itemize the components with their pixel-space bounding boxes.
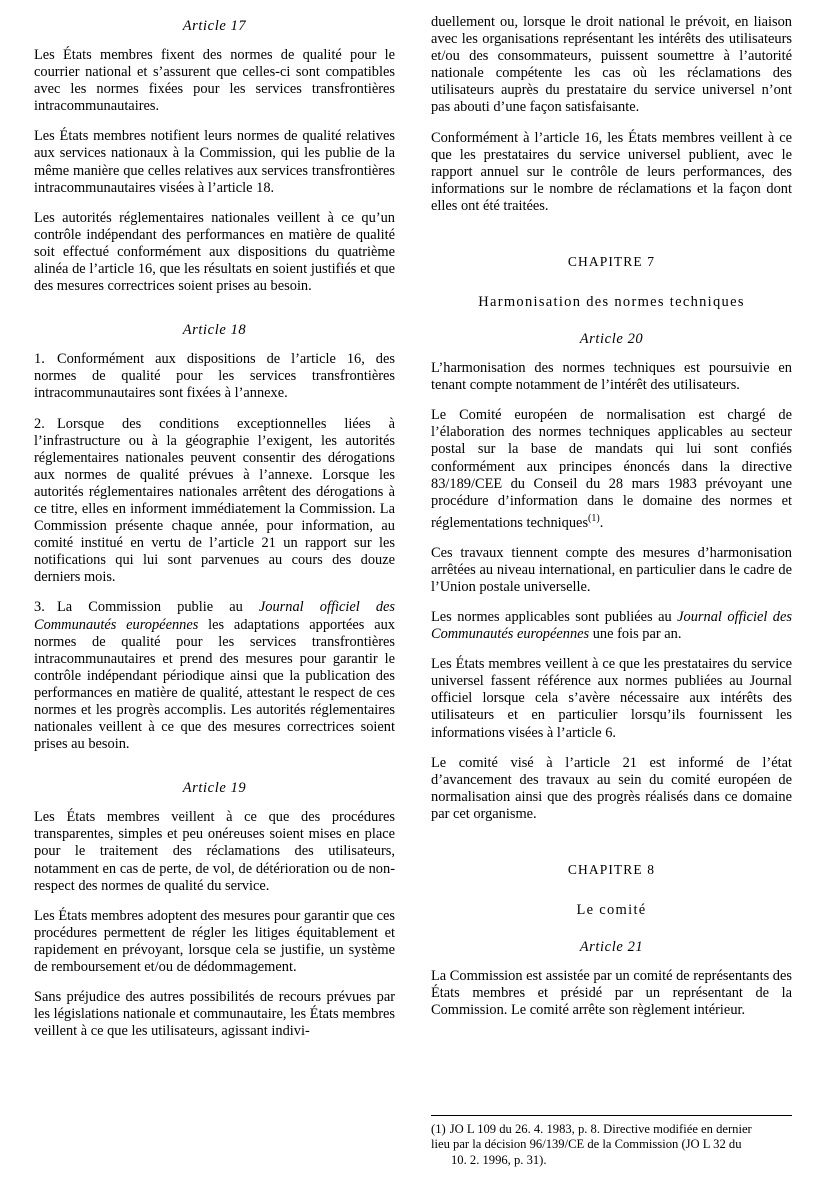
paragraph-text-after: . (599, 514, 604, 531)
paragraph: L’harmonisation des normes techniques est poursuivie en tenant compte notamment de l’intérêt des utilisateurs. (431, 360, 792, 394)
paragraph-text: Le Comité européen de normalisation est chargé de l’élaboration des normes techniques applicables au secteur postal sur la base de mandats qui lui sont confiés conformément aux principes énoncés dans la directive 83/189/CEE du Conseil du 28 mars 1983 prévoyant une procédure d’information dans le domaine des normes et réglementations techniques (431, 407, 792, 531)
paragraph-text: Conformément aux dispositions de l’article 16, des normes de qualité pour les services transfrontières intracommunautaires sont fixées à l’annexe. (34, 351, 395, 402)
paragraph: Les États membres fixent des normes de qualité pour le courrier national et s’assurent que celles-ci sont compatibles avec les normes fixées pour les services transfrontières intracommunautaires. (34, 47, 395, 115)
paragraph-italic-reference (431, 609, 792, 643)
right-column (431, 14, 792, 1168)
paragraph-with-footnote (431, 407, 792, 531)
paragraph: La Commission est assistée par un comité de représentants des États membres et présidé par un représentant de la Commission. Le comité arrête son règlement intérieur. (431, 967, 792, 1019)
footnote-reference: (1) (588, 512, 600, 524)
numbered-paragraph (34, 351, 395, 402)
chapter-title-8: Le comité (576, 901, 647, 918)
column-spacer (431, 1032, 792, 1101)
article-heading-20: Article 20 (579, 331, 644, 348)
journal-reference: Journal officiel des Communautés européennes (34, 599, 395, 633)
paragraph: duellement ou, lorsque le droit national le prévoit, en liaison avec les organisations représentant les intérêts des utilisateurs et/ou des consommateurs, puissent soumettre à l’autorité nationale compétente les cas où les réclamations des utilisateurs auprès du prestataire du service universel n’ont pas abouti d’une façon satisfaisante. (431, 14, 792, 116)
paragraph-text-before: La Commission publie au (57, 599, 259, 616)
footnote-line-3: 10. 2. 1996, p. 31). (451, 1152, 547, 1167)
paragraph: Conformément à l’article 16, les États membres veillent à ce que les prestataires du service universel publient, avec le rapport annuel sur le contrôle de leurs performances, des informations sur le nombre de réclamations et la façon dont elles ont été traitées. (431, 129, 792, 214)
paragraph: Les États membres veillent à ce que des procédures transparentes, simples et peu onéreuses soient mises en place pour le traitement des réclamations des utilisateurs, notamment en cas de perte, de vol, de détérioration ou de non-respect des normes de qualité du service. (34, 809, 395, 894)
paragraph-number: 3. (34, 599, 45, 616)
footnote-line-1: JO L 109 du 26. 4. 1983, p. 8. Directive modifiée en dernier (449, 1121, 752, 1136)
paragraph-text-after: une fois par an. (589, 626, 682, 643)
two-column-layout (34, 14, 792, 1168)
paragraph: Le comité visé à l’article 21 est informé de l’état d’avancement des travaux au sein du comité européen de normalisation ainsi que des progrès réalisés dans ce domaine par cet organisme. (431, 754, 792, 822)
paragraph-number: 1. (34, 351, 45, 368)
column-spacer (34, 1053, 395, 1168)
paragraph: Les États membres veillent à ce que les prestataires du service universel fassent référence aux normes publiées au Journal officiel lorsque cela s’avère nécessaire aux intérêts des utilisateurs et en particulier lorsqu’ils fournissent les informations visées à l’article 6. (431, 656, 792, 741)
paragraph-text: Lorsque des conditions exceptionnelles liées à l’infrastructure ou à la géographie l’exigent, les autorités réglementaires nationales peuvent consentir des dérogations aux normes de qualité prévues à l’annexe. Lorsque les autorités réglementaires nationales arrêtent des dérogations à ce titre, elles en informent immédiatement la Commission. La Commission présente chaque année, pour information, au comité institué en vertu de l’article 21 un rapport sur les notifications qui lui sont parvenues au cours des douze derniers mois. (34, 415, 395, 586)
numbered-paragraph (34, 416, 395, 587)
journal-reference: Journal officiel des Communautés européennes (431, 608, 792, 643)
paragraph-text-after: les adaptations apportées aux normes de qualité pour les services transfrontières intracommunautaires et prend des mesures pour garantir le contrôle indépendant périodique ainsi que la publication des performances en matière de qualité, attestant le respect de ces normes et les progrès accomplis. Les autorités réglementaires nationales veillent à ce que des mesures correctrices soient prises au besoin. (34, 616, 395, 753)
paragraph-text-before: Les normes applicables sont publiées au (431, 608, 678, 625)
footnote (431, 1122, 792, 1168)
article-heading-19: Article 19 (182, 780, 247, 797)
paragraph: Sans préjudice des autres possibilités de recours prévues par les législations nationale et communautaire, les États membres veillent à ce que les utilisateurs, agissant indivi- (34, 989, 395, 1040)
chapter-heading-7: CHAPITRE 7 (567, 254, 656, 270)
footnote-divider (431, 1115, 792, 1116)
chapter-heading-8: CHAPITRE 8 (567, 861, 656, 877)
paragraph: Ces travaux tiennent compte des mesures d’harmonisation arrêtées au niveau international, en particulier dans le cadre de l’Union postale universelle. (431, 544, 792, 595)
article-heading-21: Article 21 (579, 938, 644, 955)
paragraph-number: 2. (34, 415, 45, 432)
article-heading-17: Article 17 (182, 18, 247, 34)
numbered-paragraph (34, 599, 395, 753)
left-column (34, 14, 395, 1168)
footnote-line-2: lieu par la décision 96/139/CE de la Commission (JO L 32 du (431, 1137, 742, 1152)
footnote-marker: (1) (431, 1121, 446, 1136)
article-heading-18: Article 18 (182, 322, 247, 339)
chapter-title-7: Harmonisation des normes techniques (478, 294, 745, 311)
paragraph: Les autorités réglementaires nationales veillent à ce qu’un contrôle indépendant des performances en matière de qualité soit effectué conformément aux dispositions du quatrième alinéa de l’article 16, que les résultats en soient justifiés et que des mesures correctrices soient prises au besoin. (34, 209, 395, 295)
paragraph: Les États membres adoptent des mesures pour garantir que ces procédures permettent de régler les litiges équitablement et rapidement en prévoyant, lorsque cela se justifie, un système de remboursement et/ou de dédommagement. (34, 907, 395, 976)
paragraph: Les États membres notifient leurs normes de qualité relatives aux services nationaux à la Commission, qui les publie de la même manière que celles relatives aux services transfrontières intracommunautaires visées à l’article 18. (34, 128, 395, 196)
